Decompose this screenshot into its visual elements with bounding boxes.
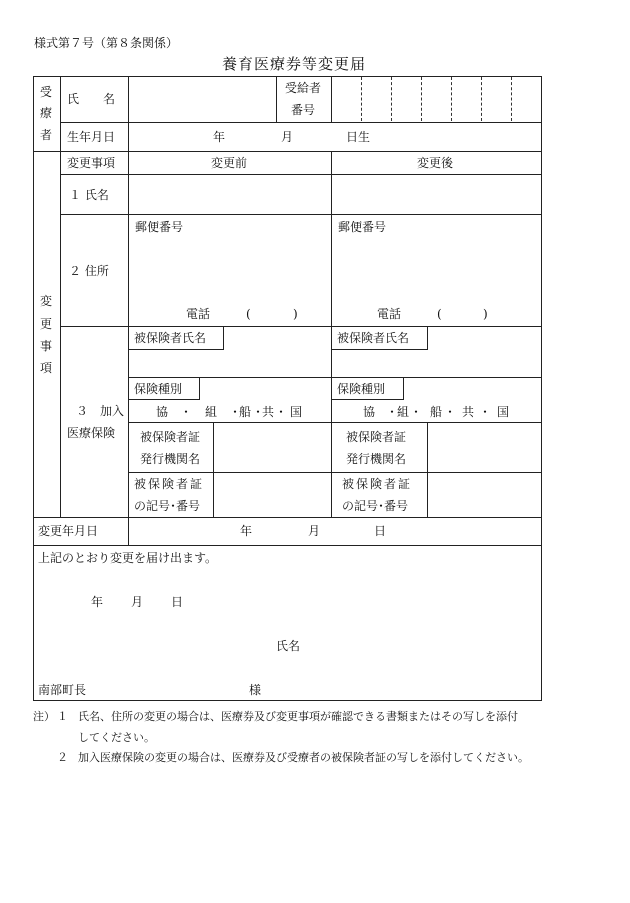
declaration-day: 日 xyxy=(171,595,184,609)
item-insurance-label-1: ３ 加入 xyxy=(76,404,125,418)
declaration-text: 上記のとおり変更を届け出ます。 xyxy=(38,551,218,565)
type-option[interactable]: 協 xyxy=(156,405,169,419)
cert-number-label-1: 受給者 xyxy=(285,81,322,95)
form-number: 様式第７号（第８条関係） xyxy=(34,36,179,50)
type-option[interactable]: 国 xyxy=(290,405,303,419)
type-separator: ・ xyxy=(275,405,288,419)
change-date-day: 日 xyxy=(374,524,387,538)
changes-label-char-1: 変 xyxy=(40,294,53,308)
symbol-label-before-1: 被保険者証 xyxy=(134,477,205,491)
recipient-label-char-2: 療 xyxy=(40,106,53,120)
item-name-label: １ 氏名 xyxy=(69,188,109,202)
insurance-type-label-after: 保険種別 xyxy=(337,382,386,396)
declaration-name-label: 氏名 xyxy=(276,639,301,653)
name-label: 氏 名 xyxy=(67,92,116,106)
phone-label-before: 電話 xyxy=(186,307,211,321)
insurance-type-label-before: 保険種別 xyxy=(134,382,183,396)
note-2-number: ２ xyxy=(57,751,68,764)
phone-paren-close-before: ) xyxy=(293,307,298,321)
type-separator: ・ xyxy=(180,405,193,419)
item-address-label: ２ 住所 xyxy=(69,264,109,278)
type-option[interactable]: 組 xyxy=(397,405,410,419)
symbol-label-before-2: の記号･番号 xyxy=(134,499,201,513)
cert-number-field[interactable] xyxy=(332,77,541,122)
form-title: 養育医療券等変更届 xyxy=(222,55,367,73)
changes-label-char-3: 事 xyxy=(40,339,53,353)
recipient-label-char-1: 受 xyxy=(40,85,53,99)
phone-label-after: 電話 xyxy=(377,307,402,321)
type-option[interactable]: 船 xyxy=(430,405,443,419)
symbol-label-after-1: 被保険者証 xyxy=(342,477,413,491)
type-separator: ・ xyxy=(479,405,492,419)
header-after: 変更後 xyxy=(417,156,454,170)
notes-prefix: 注） xyxy=(33,710,55,723)
phone-paren-close-after: ) xyxy=(483,307,488,321)
dob-year: 年 xyxy=(213,130,226,144)
type-option[interactable]: 国 xyxy=(497,405,510,419)
symbol-label-after-2: の記号･番号 xyxy=(342,499,409,513)
issuer-label-after-1: 被保険者証 xyxy=(346,430,407,444)
type-separator: ・ xyxy=(229,405,242,419)
header-before: 変更前 xyxy=(211,156,248,170)
type-option[interactable]: 共 xyxy=(462,405,475,419)
type-separator: ・ xyxy=(252,405,265,419)
issuer-label-before-1: 被保険者証 xyxy=(140,430,201,444)
phone-paren-open-after: ( xyxy=(437,307,442,321)
addressee: 南部町長 xyxy=(38,683,87,697)
changes-label-char-4: 項 xyxy=(40,361,53,375)
header-change-item: 変更事項 xyxy=(67,156,116,170)
type-option[interactable]: 船 xyxy=(239,405,252,419)
postal-label-before: 郵便番号 xyxy=(135,220,184,234)
note-1-line1: 氏名、住所の変更の場合は、医療券及び変更事項が確認できる書類またはその写しを添付 xyxy=(78,710,518,723)
type-separator: ・ xyxy=(386,405,399,419)
change-date-label: 変更年月日 xyxy=(38,524,99,538)
note-2-line1: 加入医療保険の変更の場合は、医療券及び受療者の被保険者証の写しを添付してください。 xyxy=(78,751,529,764)
issuer-label-after-2: 発行機関名 xyxy=(346,452,407,466)
dob-label: 生年月日 xyxy=(67,130,116,144)
note-1-number: １ xyxy=(57,710,68,723)
note-1-line2: してください。 xyxy=(78,731,155,744)
type-separator: ・ xyxy=(444,405,457,419)
change-date-year: 年 xyxy=(240,524,253,538)
type-option[interactable]: 組 xyxy=(205,405,218,419)
phone-paren-open-before: ( xyxy=(246,307,251,321)
dob-day: 日生 xyxy=(346,130,371,144)
changes-label-char-2: 更 xyxy=(40,317,53,331)
cert-number-label-2: 番号 xyxy=(291,103,316,117)
issuer-label-before-2: 発行機関名 xyxy=(140,452,201,466)
change-date-month: 月 xyxy=(308,524,321,538)
dob-month: 月 xyxy=(281,130,294,144)
declaration-month: 月 xyxy=(131,595,144,609)
honorific: 様 xyxy=(249,683,262,697)
type-separator: ・ xyxy=(410,405,423,419)
recipient-label-char-3: 者 xyxy=(40,128,53,142)
item-insurance-label-2: 医療保険 xyxy=(67,426,116,440)
insured-name-label-after: 被保険者氏名 xyxy=(337,331,410,345)
insured-name-label-before: 被保険者氏名 xyxy=(134,331,207,345)
postal-label-after: 郵便番号 xyxy=(338,220,387,234)
type-option[interactable]: 協 xyxy=(363,405,376,419)
declaration-year: 年 xyxy=(91,595,104,609)
type-option[interactable]: 共 xyxy=(262,405,275,419)
